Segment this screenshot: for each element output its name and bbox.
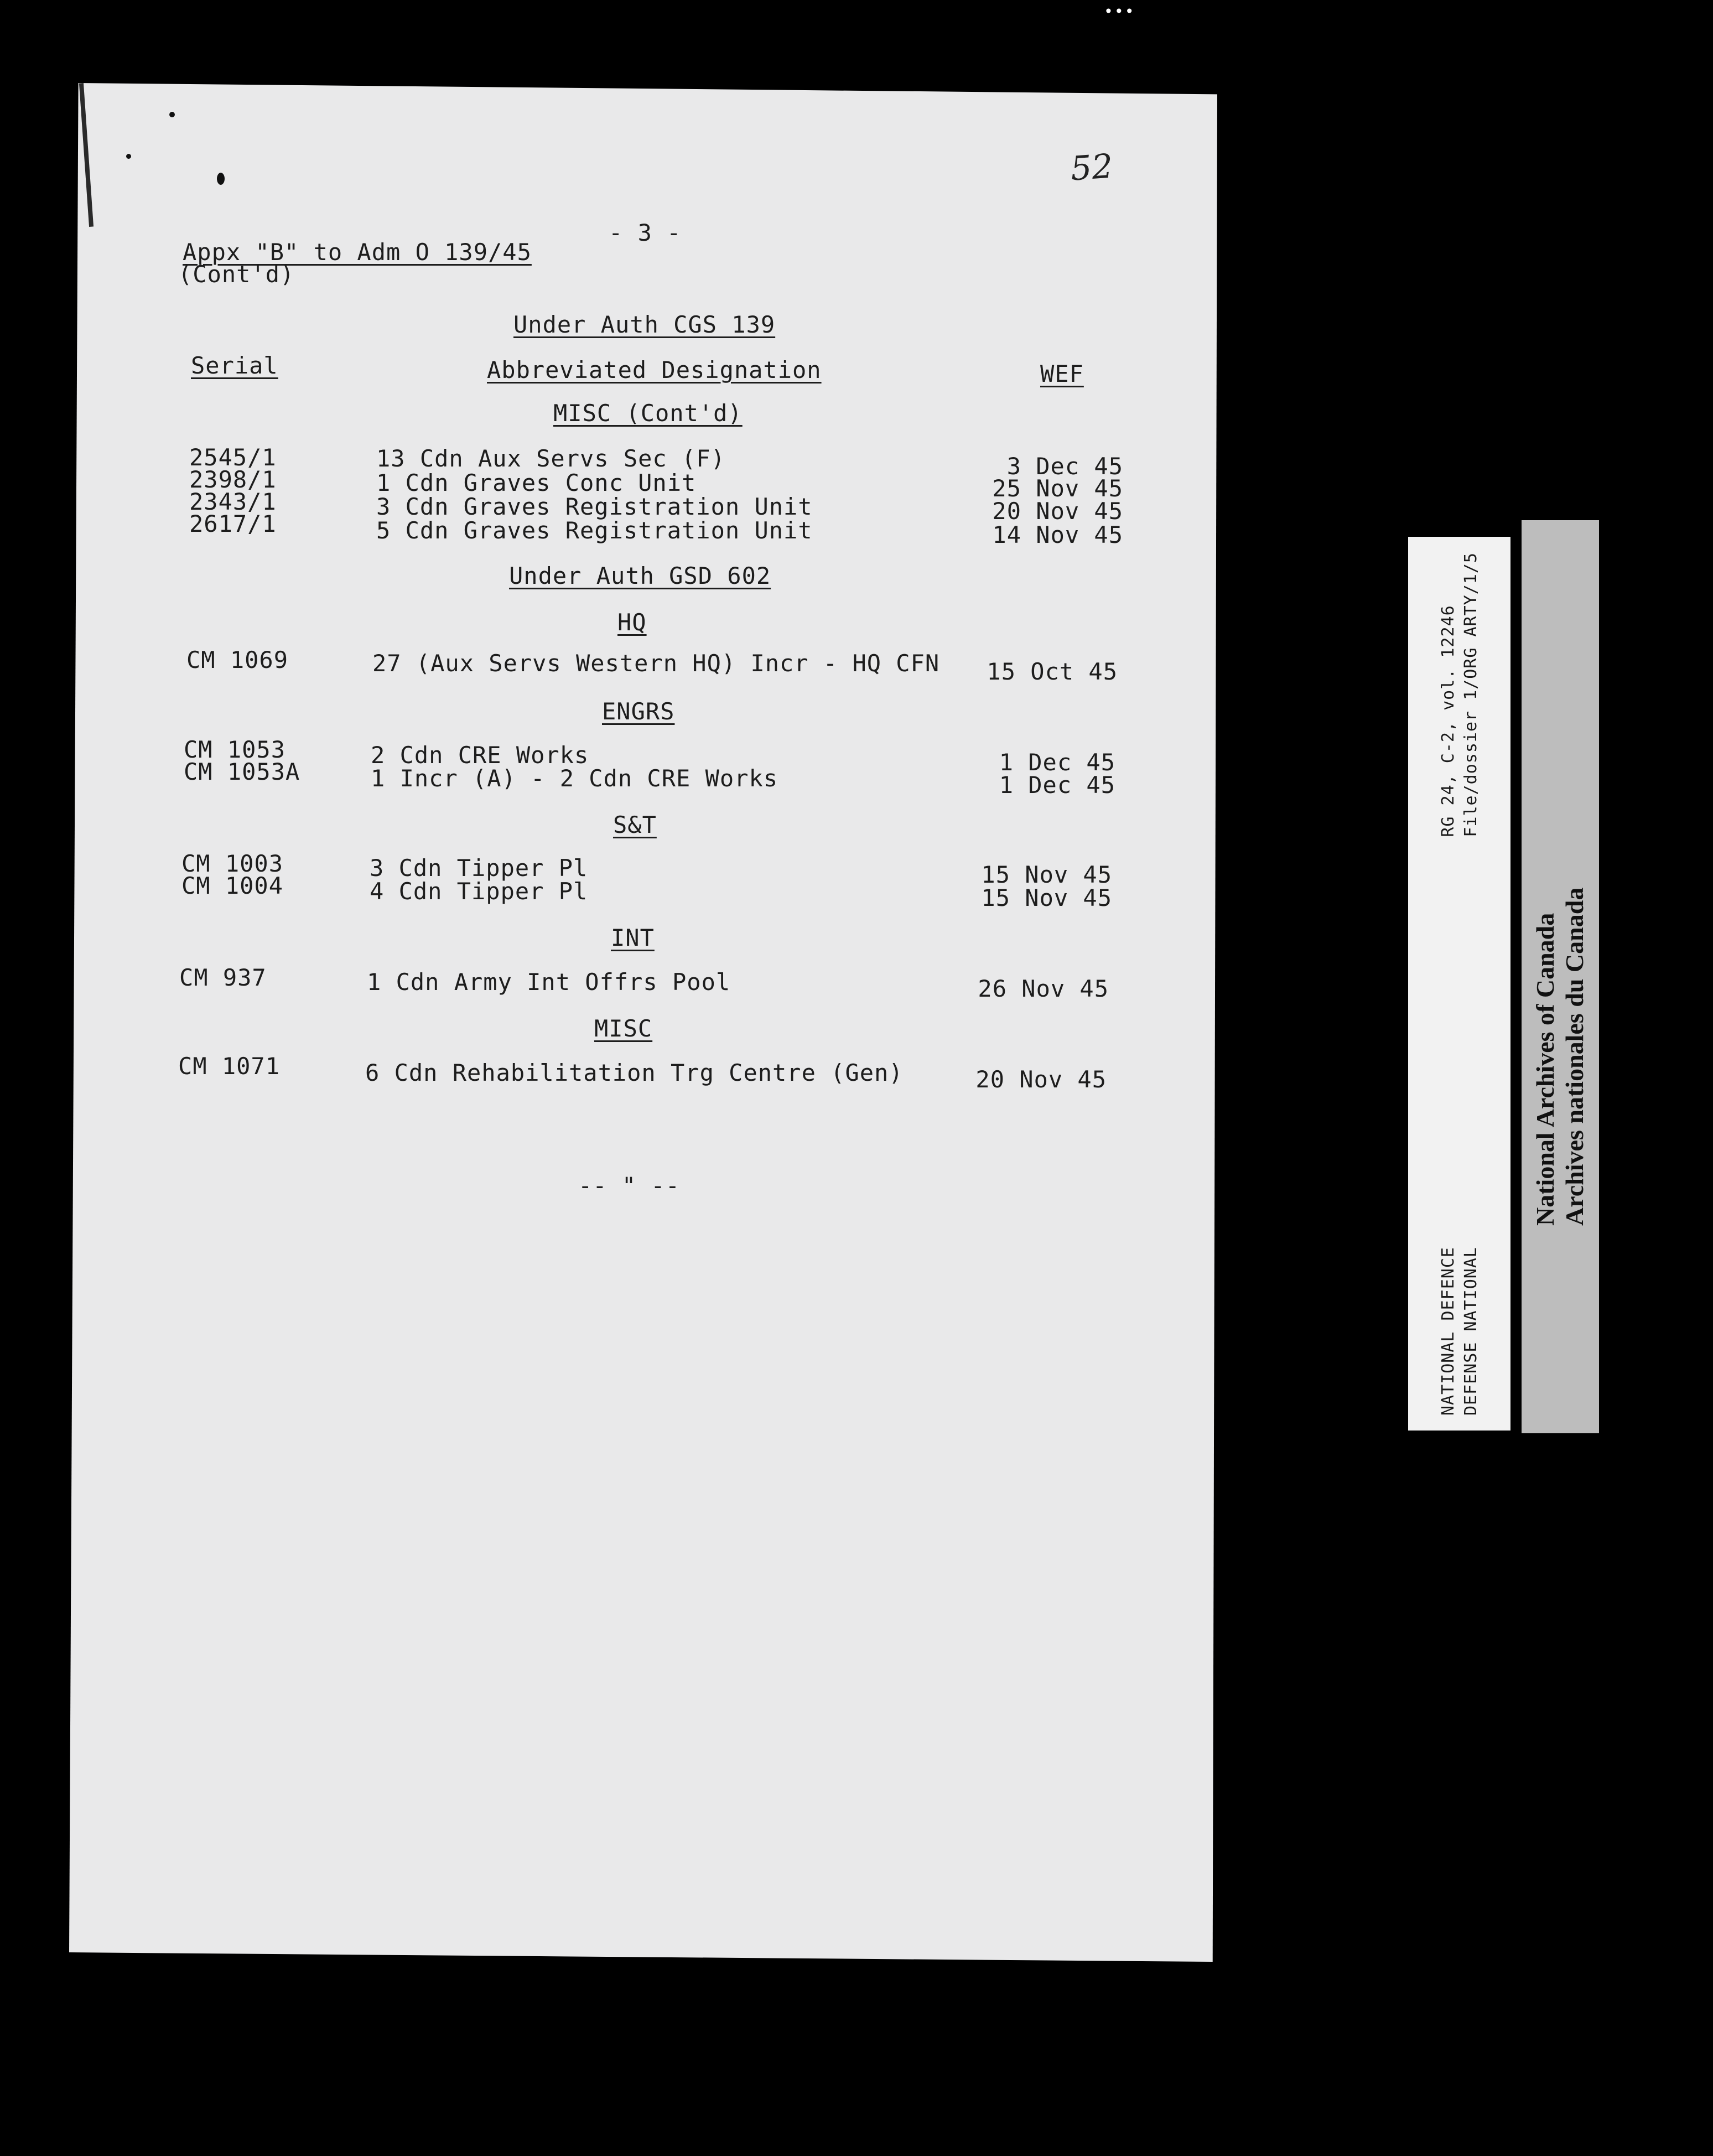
speck	[126, 154, 131, 159]
designation-cell: 3 Cdn Graves Registration Unit	[376, 493, 813, 520]
archive-reference-label	[1408, 537, 1510, 1431]
wef-cell: 20 Nov 45	[992, 497, 1123, 525]
department-block	[1439, 1247, 1481, 1416]
speck	[169, 112, 175, 117]
file-dossier-reference: File/dossier 1/ORG ARTY/1/5	[1461, 552, 1481, 837]
column-header-designation: Abbreviated Designation	[487, 356, 822, 383]
appendix-reference: Appx "B" to Adm O 139/45	[183, 239, 532, 266]
wef-cell: 3 Dec 45	[1006, 453, 1123, 480]
end-mark: -- " --	[578, 1172, 681, 1199]
column-header-serial: Serial	[191, 352, 278, 379]
reference-block	[1439, 552, 1481, 837]
serial-cell: 2545/1	[189, 444, 277, 471]
column-header-wef: WEF	[1040, 360, 1084, 387]
wef-cell: 15 Nov 45	[981, 884, 1112, 911]
serial-cell: 2398/1	[189, 466, 277, 493]
archive-name-label	[1522, 520, 1599, 1433]
designation-cell: 1 Cdn Graves Conc Unit	[376, 469, 697, 496]
authority-cgs-139: Under Auth CGS 139	[513, 311, 776, 338]
wef-cell: 15 Oct 45	[987, 658, 1118, 685]
designation-cell: 6 Cdn Rehabilitation Trg Centre (Gen)	[365, 1059, 904, 1086]
designation-cell: 2 Cdn CRE Works	[371, 742, 589, 769]
group-heading-hq: HQ	[617, 609, 647, 636]
speck	[217, 173, 225, 185]
designation-cell: 27 (Aux Servs Western HQ) Incr - HQ CFN	[372, 650, 940, 677]
wef-cell: 20 Nov 45	[975, 1066, 1107, 1093]
group-heading-s-and-t: S&T	[613, 811, 657, 838]
wef-cell: 25 Nov 45	[992, 475, 1123, 502]
group-heading-engrs: ENGRS	[602, 698, 675, 725]
serial-cell: CM 1003	[181, 850, 284, 877]
designation-cell: 4 Cdn Tipper Pl	[370, 878, 588, 905]
designation-cell: 13 Cdn Aux Servs Sec (F)	[376, 445, 725, 472]
page-number: - 3 -	[609, 219, 682, 246]
wef-cell: 26 Nov 45	[978, 975, 1109, 1002]
serial-cell: CM 1071	[178, 1053, 281, 1080]
department-line-english: NATIONAL DEFENCE	[1438, 1246, 1458, 1416]
record-group-reference: RG 24, C-2, vol. 12246	[1438, 604, 1458, 837]
archive-name-english: National Archives of Canada	[1531, 913, 1560, 1226]
authority-gsd-602: Under Auth GSD 602	[509, 562, 771, 589]
group-heading-misc: MISC	[594, 1015, 653, 1042]
designation-cell: 5 Cdn Graves Registration Unit	[376, 517, 813, 544]
serial-cell: CM 1053	[184, 736, 286, 763]
serial-cell: CM 1004	[181, 872, 284, 899]
subheading-misc-contd: MISC (Cont'd)	[553, 400, 743, 427]
wef-cell: 14 Nov 45	[992, 521, 1123, 548]
serial-cell: CM 1053A	[184, 758, 300, 785]
designation-cell: 1 Cdn Army Int Offrs Pool	[367, 968, 731, 996]
folio-number: 52	[1069, 147, 1114, 189]
wef-cell: 1 Dec 45	[999, 749, 1115, 776]
serial-cell: CM 1069	[186, 646, 289, 673]
group-heading-int: INT	[611, 924, 655, 951]
designation-cell: 3 Cdn Tipper Pl	[370, 854, 588, 882]
serial-cell: 2617/1	[189, 510, 277, 537]
archive-name-french: Archives nationales du Canada	[1560, 887, 1589, 1226]
continued-note: (Cont'd)	[178, 261, 295, 288]
window-dots: •••	[1104, 2, 1135, 20]
department-line-french: DEFENSE NATIONAL	[1461, 1246, 1481, 1416]
wef-cell: 15 Nov 45	[981, 861, 1112, 888]
wef-cell: 1 Dec 45	[999, 771, 1115, 799]
designation-cell: 1 Incr (A) - 2 Cdn CRE Works	[371, 765, 778, 792]
serial-cell: CM 937	[179, 964, 267, 991]
serial-cell: 2343/1	[189, 488, 277, 515]
